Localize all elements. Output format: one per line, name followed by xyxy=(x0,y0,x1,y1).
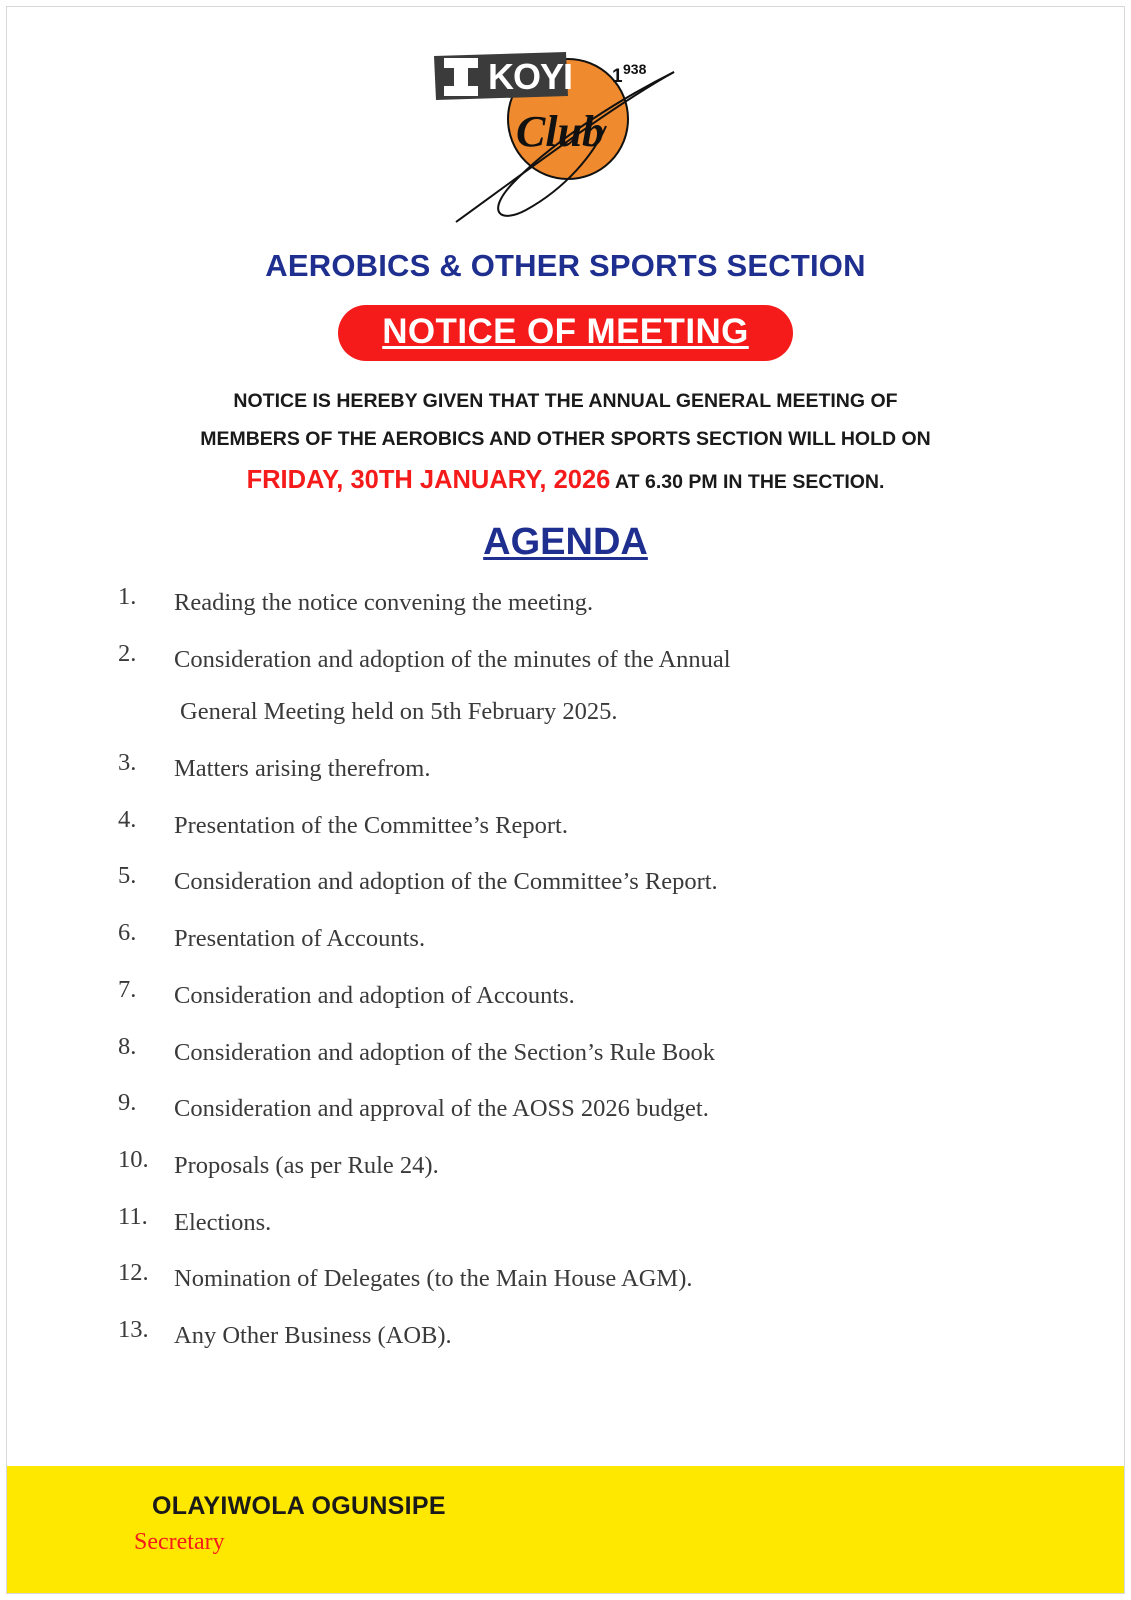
agenda-item xyxy=(118,640,1061,680)
agenda-item-number: 6. xyxy=(118,919,137,947)
agenda-item-text: Consideration and adoption of the Committee’s Report. xyxy=(174,868,718,896)
footer-bar xyxy=(7,1466,1124,1593)
svg-text:938: 938 xyxy=(622,61,646,77)
agenda-item xyxy=(118,1203,1061,1243)
agenda-item xyxy=(118,1089,1061,1129)
signatory-name: OLAYIWOLA OGUNSIPE xyxy=(152,1492,446,1520)
section-title: AEROBICS & OTHER SPORTS SECTION xyxy=(265,248,866,283)
agenda-item-text: Consideration and adoption of Accounts. xyxy=(174,981,575,1009)
agenda-item-number: 10. xyxy=(118,1145,149,1173)
ikoyi-club-1938-logo-icon xyxy=(416,34,716,224)
meeting-time-place: AT 6.30 PM IN THE SECTION. xyxy=(610,471,885,493)
agenda-item-number: 13. xyxy=(118,1315,149,1343)
agenda-item xyxy=(118,806,1061,846)
notice-of-meeting-banner: NOTICE OF MEETING xyxy=(338,305,793,361)
agenda-list xyxy=(118,583,1061,1373)
signatory-role: Secretary xyxy=(134,1529,225,1555)
agenda-item-number: 7. xyxy=(118,975,137,1003)
agenda-item-text: Nomination of Delegates (to the Main House AGM). xyxy=(174,1265,693,1293)
agenda-item-number: 9. xyxy=(118,1089,137,1117)
agenda-item xyxy=(118,583,1061,623)
agenda-item-text: Any Other Business (AOB). xyxy=(174,1321,452,1349)
agenda-item-text: Matters arising therefrom. xyxy=(174,755,431,783)
agenda-item xyxy=(118,1259,1061,1299)
notice-pill-wrap xyxy=(0,305,1131,361)
notice-line-3 xyxy=(60,463,1071,501)
agenda-item-number: 4. xyxy=(118,805,137,833)
agenda-item xyxy=(118,749,1061,789)
agenda-item-number: 11. xyxy=(118,1202,148,1230)
agenda-item xyxy=(118,976,1061,1016)
agenda-item-number: 1. xyxy=(118,583,137,610)
agenda-item-text: Consideration and approval of the AOSS 2026 budget. xyxy=(174,1095,709,1123)
notice-line-2: MEMBERS OF THE AEROBICS AND OTHER SPORTS SECTION WILL HOLD ON xyxy=(200,428,931,450)
agenda-item xyxy=(118,1033,1061,1073)
logo-area xyxy=(0,34,1131,224)
agenda-item-number: 12. xyxy=(118,1259,149,1287)
agenda-item-text: Presentation of the Committee’s Report. xyxy=(174,811,568,839)
svg-text:KOYI: KOYI xyxy=(487,56,572,97)
agenda-item xyxy=(118,919,1061,959)
notice-line-1: NOTICE IS HEREBY GIVEN THAT THE ANNUAL GENERAL MEETING OF xyxy=(233,390,898,412)
agenda-item-number: 2. xyxy=(118,639,137,667)
agenda-item-text: Presentation of Accounts. xyxy=(174,925,426,953)
svg-text:Club: Club xyxy=(515,107,604,156)
meeting-date: FRIDAY, 30TH JANUARY, 2026 xyxy=(246,466,611,494)
svg-text:1: 1 xyxy=(611,66,623,87)
agenda-item-number: 8. xyxy=(118,1032,137,1060)
agenda-item-continuation: General Meeting held on 5th February 2025. xyxy=(180,698,618,726)
agenda-item xyxy=(118,862,1061,902)
notice-body xyxy=(90,382,1041,458)
agenda-item-text: Proposals (as per Rule 24). xyxy=(174,1151,439,1179)
agenda-heading: AGENDA xyxy=(483,521,648,563)
agenda-item-number: 3. xyxy=(118,749,137,777)
agenda-item-text: Reading the notice convening the meeting. xyxy=(174,589,594,616)
club-logo xyxy=(416,34,716,224)
agenda-item-text: Elections. xyxy=(174,1208,272,1236)
agenda-item-number: 5. xyxy=(118,862,137,890)
agenda-item xyxy=(118,1316,1061,1356)
agenda-item xyxy=(118,1146,1061,1186)
agenda-item-text: Consideration and adoption of the Section’s Rule Book xyxy=(174,1038,715,1066)
agenda-item-text: Consideration and adoption of the minutes of the Annual xyxy=(174,645,731,673)
